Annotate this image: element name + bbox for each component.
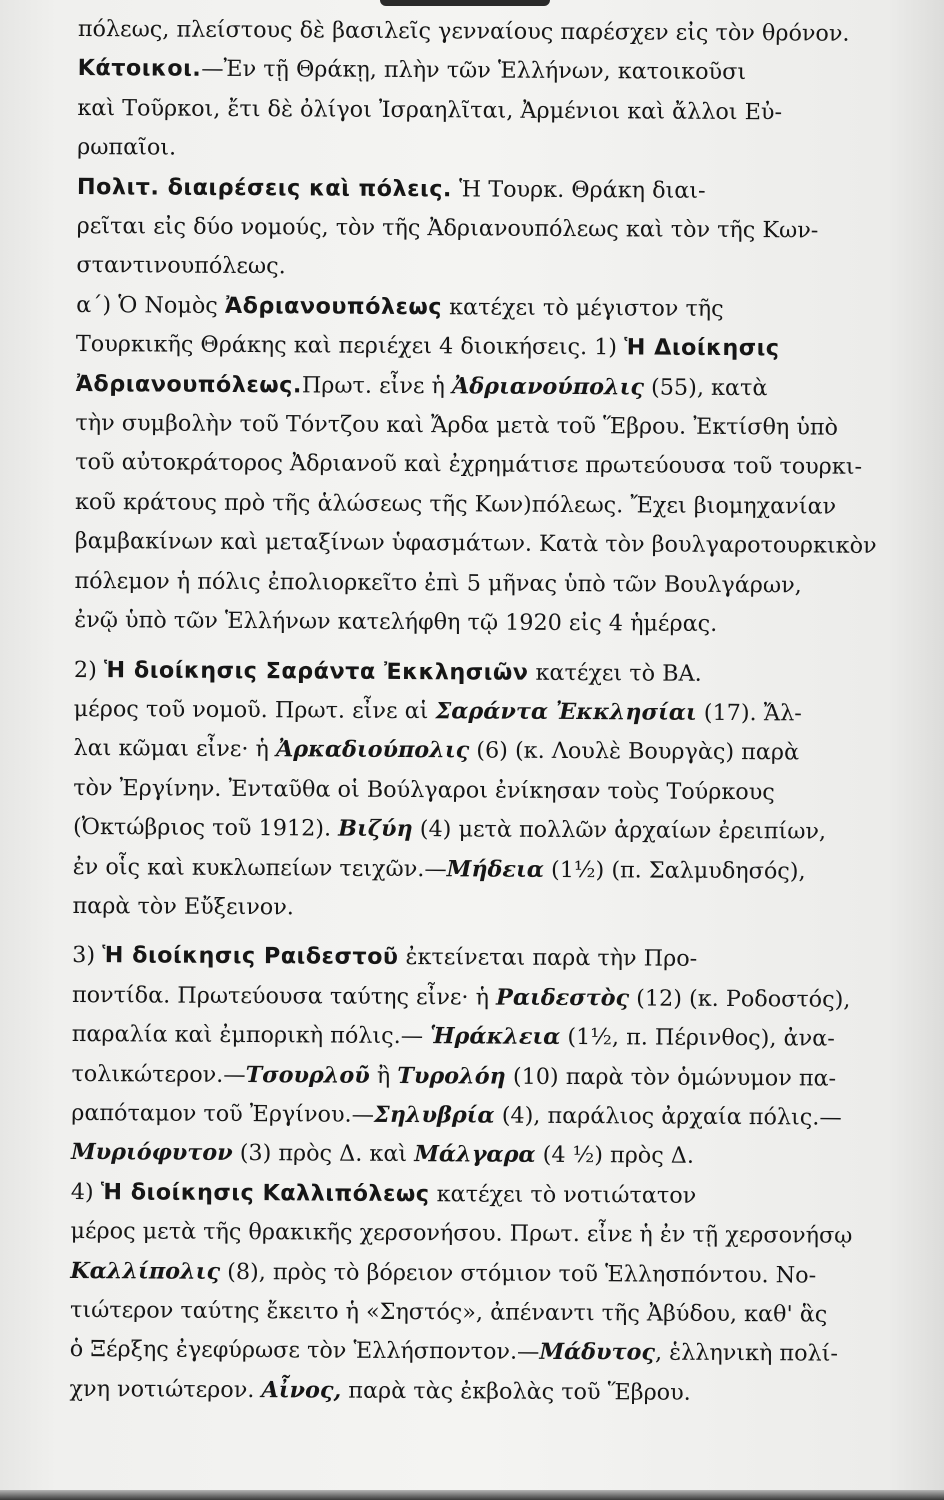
text-run: —Ἐν τῇ Θράκῃ, πλὴν τῶν Ἑλλήνων, κατοικοῦσι	[201, 56, 747, 86]
spaced-heading-run: Ἀδριανουπόλεως.	[75, 370, 302, 399]
text-run: χνη νοτιώτερον.	[69, 1375, 262, 1403]
text-line	[78, 10, 898, 54]
text-run: (1½, π. Πέρινθος), ἀνα-	[560, 1024, 835, 1052]
text-line	[70, 1330, 890, 1374]
text-run: ρωπαῖοι.	[77, 134, 177, 161]
text-run: (10) παρὰ τὸν ὁμώνυμον πα-	[505, 1063, 837, 1092]
spaced-heading-run: Πολιτ. διαιρέσεις καὶ πόλεις.	[76, 173, 453, 202]
text-line	[71, 1094, 891, 1138]
text-run: (8), πρὸς τὸ βόρειον στόμιον τοῦ Ἑλλησπόντου. Νο-	[220, 1258, 817, 1289]
text-run: τὴν συμβολὴν τοῦ Τόντζου καὶ Ἄρδα μετὰ τοῦ Ἕβρου. Ἐκτίσθη ὑπὸ	[75, 410, 839, 441]
text-line	[75, 404, 895, 448]
spaced-heading-run: Ἡ διοίκησις Ραιδεστοῦ	[102, 942, 399, 971]
spaced-heading-run: Ἡ Διοίκησις	[624, 334, 780, 362]
text-line	[75, 483, 895, 527]
text-line	[74, 601, 894, 645]
place-name-run: Ἡράκλεια	[430, 1023, 561, 1051]
place-name-run: Σηλυβρία	[373, 1101, 495, 1129]
text-line	[73, 848, 893, 892]
text-run: ὁ Ξέρξης ἐγεφύρωσε τὸν Ἑλλήσποντον.—	[69, 1336, 540, 1366]
text-run: κοῦ κράτους πρὸ τῆς ἁλώσεως τῆς Κων)πόλεως. Ἔχει βιομηχανίαν	[74, 488, 837, 520]
text-run: (12) (κ. Ροδοστός),	[629, 985, 851, 1013]
text-run: παρὰ τὰς ἐκβολὰς τοῦ Ἕβρου.	[341, 1377, 691, 1406]
text-run: τοῦ αὐτοκράτορος Ἀδριανοῦ καὶ ἐχρημάτισε πρωτεύουσα τοῦ τουρκι-	[75, 449, 863, 481]
text-line	[76, 365, 896, 409]
text-line	[77, 128, 897, 172]
text-run: ποντίδα. Πρωτεύουσα ταύτης εἶνε· ἡ	[71, 981, 497, 1011]
text-line	[74, 562, 894, 606]
page-body-text	[69, 10, 898, 1414]
spaced-heading-run: Ἡ διοίκησις Σαράντα Ἐκκλησιῶν	[103, 656, 529, 686]
text-line	[72, 887, 892, 931]
text-line	[73, 808, 893, 852]
text-line	[76, 246, 896, 290]
text-run: (17). Ἄλ-	[696, 699, 802, 727]
text-run: (4 ½) πρὸς Δ.	[535, 1142, 695, 1170]
text-run: ἐκτείνεται παρὰ τὴν Προ-	[398, 944, 698, 973]
text-run: (1½) (π. Σαλμυδησός),	[543, 856, 806, 884]
place-name-run: Μυριόφυτον	[70, 1139, 233, 1167]
text-run: τὸν Ἐργίνην. Ἐνταῦθα οἱ Βούλγαροι ἐνίκησαν τοὺς Τούρκους	[73, 774, 775, 805]
place-name-run: Ραιδεστὸς	[496, 984, 630, 1012]
text-run: παρὰ τὸν Εὔξεινον.	[72, 892, 294, 921]
text-run: (55), κατὰ	[643, 374, 768, 401]
text-line	[69, 1370, 889, 1414]
text-line	[74, 690, 894, 734]
text-run: (Ὀκτώβριος τοῦ 1912).	[72, 814, 339, 842]
text-line	[76, 286, 896, 330]
spaced-heading-run: Ἡ διοίκησις Καλλιπόλεως	[100, 1178, 430, 1207]
text-line	[73, 769, 893, 813]
text-line	[73, 729, 893, 773]
text-run: (6) (κ. Λουλὲ Βουργὰς) παρὰ	[469, 737, 800, 766]
text-run: ραπόταμον τοῦ Ἐργίνου.—	[71, 1099, 375, 1128]
text-line	[71, 1055, 891, 1099]
page-number-mark	[380, 0, 550, 6]
text-run: μέρος μετὰ τῆς θρακικῆς χερσονήσου. Πρωτ. εἶνε ἡ ἐν τῇ χερσονήσῳ	[70, 1218, 853, 1249]
page-bottom-edge	[0, 1490, 944, 1500]
text-run: τολικώτερον.—	[71, 1060, 246, 1088]
place-name-run: Αἶνος,	[261, 1376, 342, 1404]
text-line	[71, 1173, 891, 1217]
text-run: Ἡ Τουρκ. Θράκη διαι-	[451, 175, 706, 204]
text-line	[72, 976, 892, 1020]
text-run: (4) μετὰ πολλῶν ἀρχαίων ἐρειπίων,	[412, 816, 827, 845]
place-name-run: Σαράντα Ἐκκλησίαι	[435, 698, 697, 726]
text-run: πόλεως, πλείστους δὲ βασιλεῖς γενναίους παρέσχεν εἰς τὸν θρόνον.	[77, 15, 850, 47]
text-run: ἐν οἷς καὶ κυκλωπείων τειχῶν.—	[72, 853, 447, 882]
text-line	[70, 1212, 890, 1256]
text-run: παραλία καὶ ἐμπορικὴ πόλις.—	[71, 1021, 431, 1050]
text-line	[75, 522, 895, 566]
text-line	[76, 325, 896, 369]
text-line	[74, 650, 894, 694]
text-run: λαι κῶμαι εἶνε· ἡ	[73, 735, 277, 763]
text-run: 4)	[70, 1178, 101, 1205]
text-line	[70, 1291, 890, 1335]
place-name-run: Ἀρκαδιούπολις	[275, 736, 470, 764]
text-line	[78, 49, 898, 93]
text-line	[77, 168, 897, 212]
text-run: α΄) Ὁ Νομὸς	[76, 291, 225, 319]
place-name-run: Μάδυτος	[539, 1339, 656, 1366]
text-run: πόλεμον ἡ πόλις ἐπολιορκεῖτο ἐπὶ 5 μῆνας ὑπὸ τῶν Βουλγάρων,	[74, 567, 802, 599]
text-run: κατέχει τὸ ΒΑ.	[528, 659, 702, 687]
text-line	[70, 1252, 890, 1296]
text-line	[72, 936, 892, 980]
text-run: κατέχει τὸ νοτιώτατον	[429, 1180, 697, 1209]
text-run: ρεῖται εἰς δύο νομούς, τὸν τῆς Ἀδριανουπόλεως καὶ τὸν τῆς Κων-	[76, 213, 819, 244]
text-line	[77, 207, 897, 251]
text-run: βαμβακίνων καὶ μεταξίνων ὑφασμάτων. Κατὰ τὸν βουλγαροτουρκικὸν	[74, 528, 877, 560]
text-line	[75, 443, 895, 487]
place-name-run: Τυρολόη	[397, 1062, 506, 1090]
text-run: κατέχει τὸ μέγιστον τῆς	[441, 294, 724, 322]
place-name-run: Ἀδριανούπολις	[451, 372, 645, 401]
text-line	[71, 1133, 891, 1177]
text-run: σταντινουπόλεως.	[76, 252, 286, 280]
place-name-run: Μάλγαρα	[414, 1141, 536, 1169]
text-run: καὶ Τοῦρκοι, ἔτι δὲ ὀλίγοι Ἰσραηλῖται, Ἀρμένιοι καὶ ἄλλοι Εὐ-	[77, 94, 783, 126]
text-run: 2)	[73, 656, 105, 683]
text-run: ἢ	[369, 1062, 398, 1089]
text-run: (4), παράλιος ἀρχαία πόλις.—	[494, 1102, 842, 1131]
text-run: τιώτερον ταύτης ἔκειτο ἡ «Σηστός», ἀπέναντι τῆς Ἀβύδου, καθ' ἃς	[69, 1296, 828, 1328]
spaced-heading-run: Κάτοικοι.	[77, 55, 202, 83]
spaced-heading-run: Ἀδριανουπόλεως	[224, 292, 443, 321]
text-run: Τουρκικῆς Θράκης καὶ περιέχει 4 διοικήσεις. 1)	[75, 331, 625, 361]
text-run: (3) πρὸς Δ. καὶ	[232, 1140, 415, 1168]
text-run: , ἑλληνικὴ πολί-	[654, 1339, 839, 1368]
place-name-run: Καλλίπολις	[70, 1257, 221, 1285]
text-line	[72, 1015, 892, 1059]
text-run: 3)	[72, 942, 103, 969]
text-run: ἐνῷ ὑπὸ τῶν Ἑλλήνων κατελήφθη τῷ 1920 εἰς 4 ἡμέρας.	[74, 607, 718, 638]
text-line	[77, 89, 897, 133]
place-name-run: Μήδεια	[446, 855, 545, 883]
text-run: μέρος τοῦ νομοῦ. Πρωτ. εἶνε αἱ	[73, 695, 436, 725]
place-name-run: Βιζύη	[338, 815, 413, 843]
place-name-run: Τσουρλοῦ	[245, 1061, 370, 1089]
text-run: Πρωτ. εἶνε ἡ	[301, 372, 453, 399]
